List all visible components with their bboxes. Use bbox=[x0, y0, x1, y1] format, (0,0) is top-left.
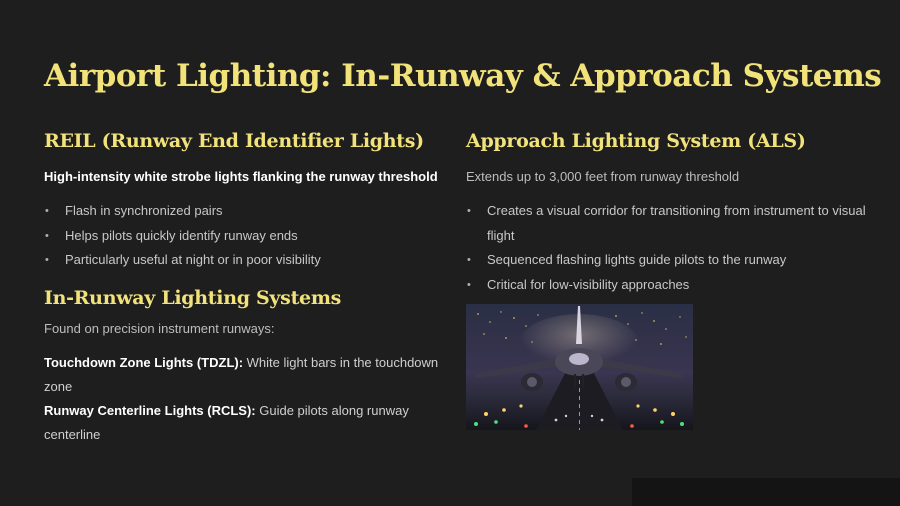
bullet-dot-icon: • bbox=[467, 278, 471, 291]
footer-bar bbox=[632, 478, 900, 506]
definition-term: Runway Centerline Lights (RCLS): bbox=[44, 402, 256, 418]
definition-item bbox=[44, 351, 444, 399]
reil-lead: High-intensity white strobe lights flanking the runway threshold bbox=[44, 169, 438, 184]
airplane-night-runway-photo bbox=[466, 304, 693, 430]
bullet-dot-icon: • bbox=[45, 229, 49, 242]
slide-title: Airport Lighting: In-Runway & Approach Systems bbox=[44, 58, 882, 94]
definition-desc: Guide pilots along runway centerline bbox=[44, 402, 409, 442]
als-heading: Approach Lighting System (ALS) bbox=[466, 130, 806, 152]
definition-item bbox=[44, 399, 444, 447]
bullet-dot-icon: • bbox=[467, 254, 471, 266]
list-item: • Helps pilots quickly identify runway ends bbox=[44, 224, 444, 249]
airplane-photo-illustration bbox=[466, 304, 693, 430]
inrunway-heading: In-Runway Lighting Systems bbox=[44, 286, 342, 309]
right-column bbox=[466, 130, 866, 297]
list-item: • Sequenced flashing lights guide pilots to the runway bbox=[466, 248, 866, 273]
definition-term: Touchdown Zone Lights (TDZL): bbox=[44, 354, 244, 370]
definition-desc: White light bars in the touchdown zone bbox=[44, 354, 439, 394]
list-item: • Critical for low-visibility approaches bbox=[466, 273, 866, 298]
list-item: • Flash in synchronized pairs bbox=[44, 199, 444, 224]
list-item: • Particularly useful at night or in poor visibility bbox=[44, 248, 444, 273]
bullet-dot-icon: • bbox=[45, 254, 49, 266]
bullet-dot-icon: • bbox=[467, 205, 471, 217]
inrunway-section bbox=[44, 287, 444, 447]
als-bullet-list bbox=[466, 199, 866, 297]
bullet-dot-icon: • bbox=[45, 205, 49, 217]
reil-heading: REIL (Runway End Identifier Lights) bbox=[44, 130, 424, 152]
reil-bullet-list bbox=[44, 199, 444, 273]
left-column bbox=[44, 130, 444, 447]
list-item: • Creates a visual corridor for transitioning from instrument to visual flight bbox=[466, 199, 866, 248]
inrunway-definitions bbox=[44, 351, 444, 447]
als-lead: Extends up to 3,000 feet from runway threshold bbox=[466, 169, 740, 184]
inrunway-lead: Found on precision instrument runways: bbox=[44, 320, 275, 336]
